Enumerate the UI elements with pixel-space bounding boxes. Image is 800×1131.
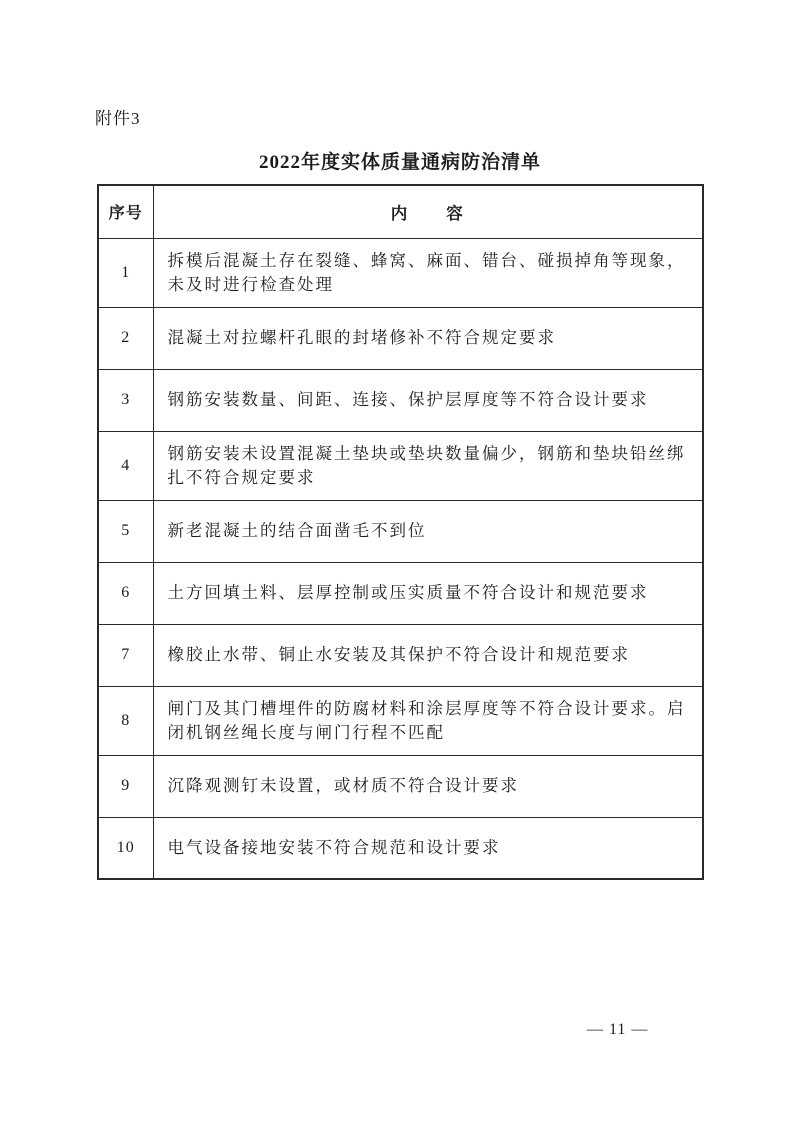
row-content-cell: 混凝土对拉螺杆孔眼的封堵修补不符合规定要求 (153, 307, 703, 369)
row-content-cell: 拆模后混凝土存在裂缝、蜂窝、麻面、错台、碰损掉角等现象，未及时进行检查处理 (153, 238, 703, 307)
table-row (98, 307, 703, 369)
row-content-cell: 钢筋安装未设置混凝土垫块或垫块数量偏少，钢筋和垫块铅丝绑扎不符合规定要求 (153, 431, 703, 500)
row-number-cell: 3 (98, 369, 153, 431)
table-row (98, 500, 703, 562)
table-row (98, 686, 703, 755)
header-no: 序号 (98, 185, 153, 238)
table-row (98, 624, 703, 686)
row-number-cell: 8 (98, 686, 153, 755)
table-row (98, 431, 703, 500)
row-content-cell: 新老混凝土的结合面凿毛不到位 (153, 500, 703, 562)
table-row (98, 817, 703, 879)
table-row (98, 238, 703, 307)
row-content-cell: 橡胶止水带、铜止水安装及其保护不符合设计和规范要求 (153, 624, 703, 686)
header-content: 内 容 (153, 185, 703, 238)
row-content-cell: 土方回填土料、层厚控制或压实质量不符合设计和规范要求 (153, 562, 703, 624)
table-row (98, 755, 703, 817)
row-number-cell: 9 (98, 755, 153, 817)
row-number-cell: 2 (98, 307, 153, 369)
table-row (98, 562, 703, 624)
document-title: 2022年度实体质量通病防治清单 (258, 152, 541, 173)
attachment-label: 附件3 (95, 109, 141, 128)
defects-table (97, 184, 704, 880)
row-number-cell: 4 (98, 431, 153, 500)
row-content-cell: 闸门及其门槽埋件的防腐材料和涂层厚度等不符合设计要求。启闭机钢丝绳长度与闸门行程不匹配 (153, 686, 703, 755)
table-header-row (98, 185, 703, 238)
row-content-cell: 沉降观测钉未设置，或材质不符合设计要求 (153, 755, 703, 817)
row-number-cell: 5 (98, 500, 153, 562)
row-number-cell: 6 (98, 562, 153, 624)
table-row (98, 369, 703, 431)
row-number-cell: 10 (98, 817, 153, 879)
row-content-cell: 钢筋安装数量、间距、连接、保护层厚度等不符合设计要求 (153, 369, 703, 431)
page-number: — 11 — (587, 1021, 649, 1038)
row-number-cell: 1 (98, 238, 153, 307)
row-content-cell: 电气设备接地安装不符合规范和设计要求 (153, 817, 703, 879)
row-number-cell: 7 (98, 624, 153, 686)
